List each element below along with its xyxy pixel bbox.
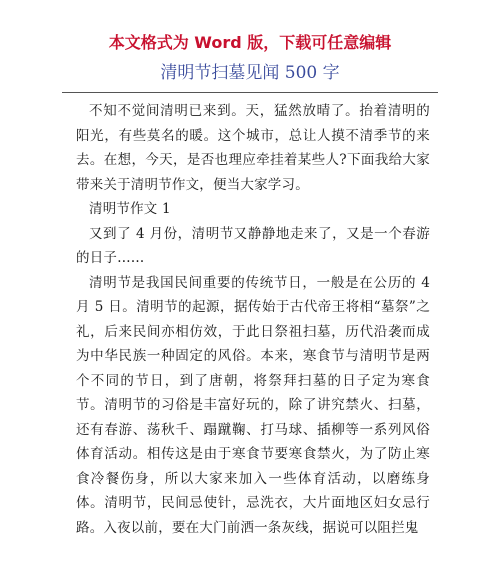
body-paragraph: 又到了 4 月份，清明节又静静地走来了，又是一个春游的日子……: [76, 225, 430, 266]
intro-paragraph: 不知不觉间清明已来到。天，猛然放晴了。抬着清明的阳光，有些莫名的暖。这个城市，总让人摸不清季节的来去。在想，今天，是否也理应牵挂着某些人?下面我给大家带来关于清明节作文，便当大家学习。: [76, 103, 430, 193]
body-paragraph: 清明节是我国民间重要的传统节日，一般是在公历的 4 月 5 日。清明节的起源，据传始于古代帝王将相“墓祭”之礼，后来民间亦相仿效，于此日祭祖扫墓，历代沿袭而成为中华民族一种固定的风俗。本来，寒食节与清明节是两个不同的节日，到了唐朝，将祭拜扫墓的日子定为寒食节。清明节的习俗是丰富好玩的，除了讲究禁火、扫墓，还有春游、荡秋千、蹋蹴鞠、打马球、插柳等一系列风俗体育活动。相传这是由于寒食节要寒食禁火，为了防止寒食冷餐伤身，所以大家来加入一些体育活动，以磨练身体。清明节，民间忌使针，忌洗衣，大片面地区妇女忌行路。入夜以前，要在大门前洒一条灰线，据说可以阻拦鬼: [76, 274, 430, 536]
section-heading: 清明节作文 1: [89, 201, 171, 217]
document-title: 清明节扫墓见闻 500 字: [160, 63, 340, 83]
document-banner: 本文格式为 Word 版，下载可任意编辑: [108, 33, 392, 52]
document-body: [76, 99, 430, 540]
title-divider: [62, 92, 438, 93]
